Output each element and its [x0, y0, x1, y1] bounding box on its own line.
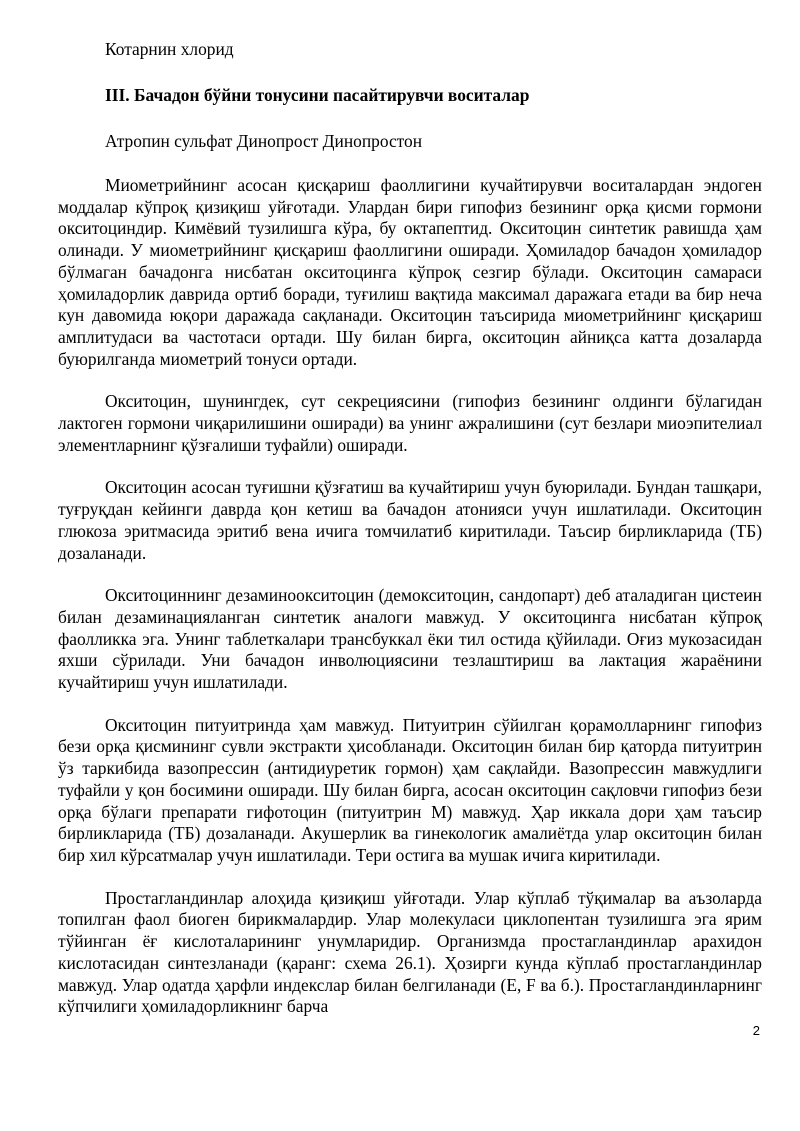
- paragraph-desaminooxytocin: [58, 585, 762, 694]
- paragraph-oxytocin-lactation: [58, 391, 762, 456]
- drug-name-line: Котарнин хлорид: [105, 39, 234, 59]
- paragraph-oxytocin-intro: [58, 175, 762, 370]
- spacer: [105, 61, 762, 83]
- document-body: [58, 37, 762, 1018]
- paragraph-text: Окситоцин асосан туғишни қўзғатиш ва кучайтириш учун буюрилади. Бундан ташқари, туғруқдан кейинги даврда қон кетиш ва бачадон атонияси учун ишлатилади. Окситоцин глюкоза эритмасида эритиб вена ичига томчилатиб киритилади. Таъсир бирликларида (ТБ) дозаланади.: [58, 477, 762, 563]
- paragraph-text: Окситоцин питуитринда ҳам мавжуд. Питуитрин сўйилган қорамолларнинг гипофиз бези орқа қисмининг сувли экстракти ҳисобланади. Окситоцин билан бир қаторда питуитрин ўз таркибида вазопрессин (антидиуретик гормон) ҳам сақлайди. Вазопрессин мавжудлиги туфайли у қон босимини оширади. Шу билан бирга, асосан окситоцин сақловчи гипофиз бези орқа бўлаги препарати гифотоцин (питуитрин М) мавжуд. Ҳар иккала дори ҳам таъсир бирликларида (ТБ) дозаланади. Акушерлик ва гинекологик амалиётда улар окситоцин билан бир хил кўрсатмалар учун ишлатилади. Тери остига ва мушак ичига киритилади.: [58, 714, 762, 865]
- page-number: 2: [752, 1023, 760, 1038]
- paragraph-text: Миометрийнинг асосан қисқариш фаоллигини кучайтирувчи воситалардан эндоген моддалар кўпроқ қизиқиш уйғотади. Улардан бири гипофиз безининг орқа қисми гормони окситоциндир. Кимёвий тузилишга кўра, бу октапептид. Окситоцин синтетик равишда ҳам олинади. У миометрийнинг қисқариш фаоллигини оширади. Ҳомиладор бачадон ҳомиладор бўлмаган бачадонга нисбатан окситоцинга кўпроқ сезгир бўлади. Окситоцин самараси ҳомиладорлик даврида ортиб боради, туғилиш вақтида максимал даражага етади ва бир неча кун давомида юқори даражада сақланади. Окситоцин таъсирида миометрийнинг қисқариш амплитудаси ва частотаси ортади. Шу билан бирга, окситоцин айниқса катта дозаларда буюрилганда миометрий тонуси ортади.: [58, 175, 762, 369]
- section-heading: III. Бачадон бўйни тонусини пасайтирувчи воситалар: [105, 85, 530, 105]
- spacer: [105, 153, 762, 175]
- paragraph-text: Окситоциннинг дезаминоокситоцин (демокситоцин, сандопарт) деб аталадиган цистеин билан дезаминацияланган синтетик аналоги мавжуд. У окситоцинга нисбатан кўпроқ фаолликка эга. Унинг таблеткалари трансбуккал ёки тил остида қўйилади. Оғиз мукозасидан яхши сўрилади. Уни бачадон инволюциясини тезлаштириш ва лактация жараёнини кучайтириш учун ишлатилади.: [58, 585, 762, 693]
- paragraph-text: Окситоцин, шунингдек, сут секрециясини (гипофиз безининг олдинги бўлагидан лактоген гормони чиқарилишини оширади) ва унинг ажралишини (сут безлари миоэпителиал элементларнинг қўзғалиши туфайли) оширади.: [58, 391, 762, 455]
- drug-list-line: Атропин сульфат Динопрост Динопростон: [105, 131, 423, 151]
- paragraph-oxytocin-use: [58, 477, 762, 564]
- spacer: [105, 107, 762, 129]
- paragraph-prostaglandins: [58, 888, 762, 1018]
- paragraphs: [58, 175, 762, 1018]
- paragraph-text: Простагландинлар алоҳида қизиқиш уйғотади. Улар кўплаб тўқималар ва аъзоларда топилган фаол биоген бирикмалардир. Улар молекуласи циклопентан тузилишга эга ярим тўйинган ёғ кислоталарининг унумларидир. Организмда простагландинлар арахидон кислотасидан синтезланади (қаранг: схема 26.1). Ҳозирги кунда кўплаб простагландинлар мавжуд. Улар одатда ҳарфли индекслар билан белгиланади (Е, F ва б.). Простагландинларнинг кўпчилиги ҳомиладорликнинг барча: [58, 887, 762, 1017]
- paragraph-pituitrin: [58, 715, 762, 867]
